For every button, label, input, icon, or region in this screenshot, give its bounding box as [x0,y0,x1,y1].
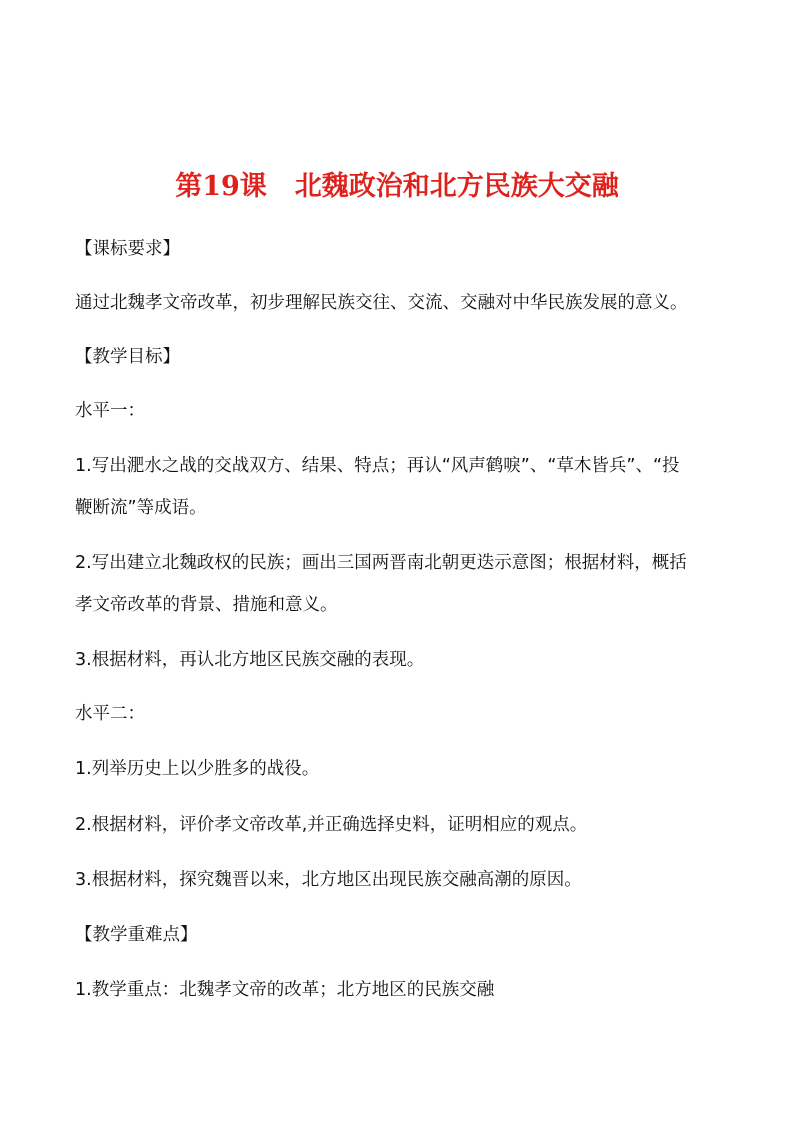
level1-item1-line1: 1.写出淝水之战的交战双方、结果、特点；再认“风声鹤唳”、“草木皆兵”、“投 [75,456,680,476]
keypoints-heading: 【教学重难点】 [75,925,198,945]
level1-item1-line2: 鞭断流”等成语。 [75,498,207,518]
level1-item2-line2: 孝文帝改革的背景、措施和意义。 [75,595,338,615]
lesson-main-title: 北魏政治和北方民族大交融 [294,171,619,202]
standards-heading: 【课标要求】 [75,239,180,259]
lesson-number: 19 [202,171,240,202]
keypoints-item1: 1.教学重点：北魏孝文帝的改革；北方地区的民族交融 [75,980,495,1000]
level2-item2: 2.根据材料，评价孝文帝改革,并正确选择史料，证明相应的观点。 [75,815,588,835]
goals-heading: 【教学目标】 [75,347,180,367]
level2-item3: 3.根据材料，探究魏晋以来，北方地区出现民族交融高潮的原因。 [75,870,582,890]
level1-item2-line1: 2.写出建立北魏政权的民族；画出三国两晋南北朝更迭示意图；根据材料，概括 [75,553,687,573]
level1-heading: 水平一： [75,401,145,421]
standards-text: 通过北魏孝文帝改革，初步理解民族交往、交流、交融对中华民族发展的意义。 [75,293,688,313]
level2-item1: 1.列举历史上以少胜多的战役。 [75,759,320,779]
level2-heading: 水平二： [75,704,145,724]
level1-item3: 3.根据材料，再认北方地区民族交融的表现。 [75,650,425,670]
lesson-prefix: 第 [175,171,203,202]
lesson-suffix: 课 [239,171,267,202]
lesson-title [0,164,794,203]
